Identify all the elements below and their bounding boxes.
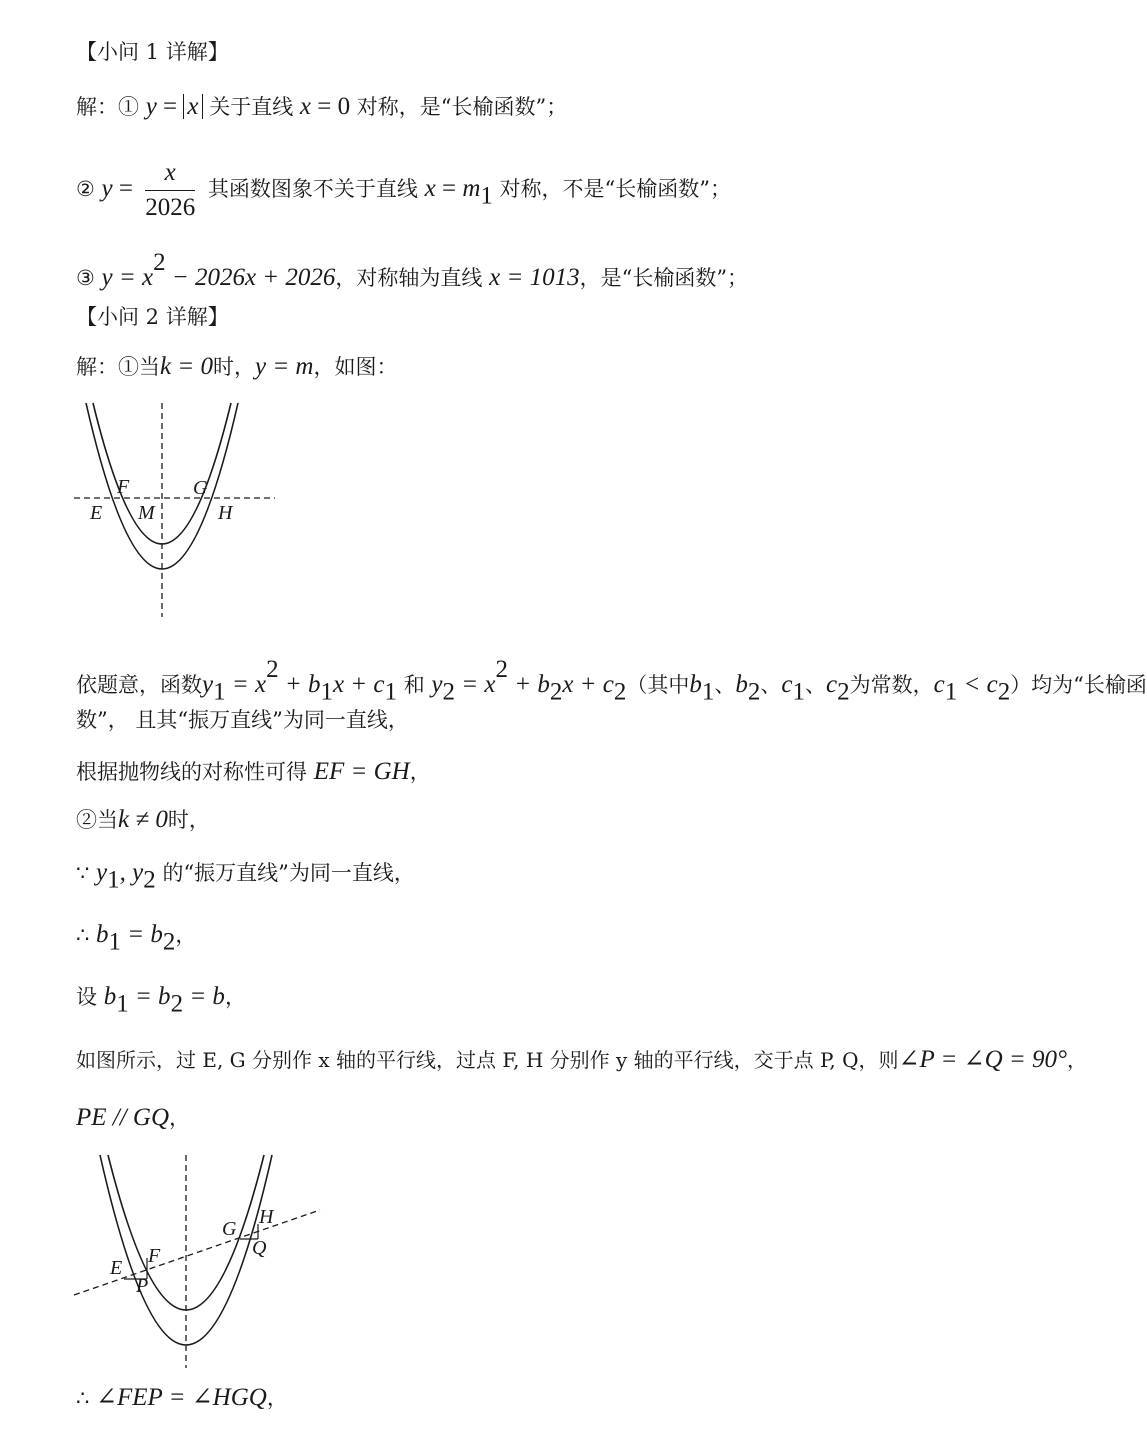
paragraph-1b: 数”， 且其“振万直线”为同一直线， [76,708,409,732]
symmetry-line: 根据抛物线的对称性可得 EF = GH， [76,758,431,785]
let-b-line: 设 $b_1 = b_2 = b$， [76,983,246,1018]
label-P: P [136,1275,149,1297]
case-2-line: ②当k ≠ 0时， [76,806,210,833]
part1-line-1: 解：① y = x 关于直线 x = 0 对称，是“长榆函数”； [76,93,568,120]
label-F: F [148,1245,161,1267]
label-M: M [138,502,155,524]
paragraph-1a: 依题意，函数$y_1 = x^2 + b_1x + c_1$ 和 $y_2 = x^2 + b_2x + c_2$（其中$b_1$、$b_2$、$c_1$、$c_2$为常数，$c_1 < c_2$）均为“长榆函 [76,656,1147,706]
oblique-line [74,1210,320,1295]
parallel-line: PE // GQ， [76,1104,191,1131]
label-F: F [117,476,130,498]
part1-line-2: ② y = $\frac{x}{2026}$ 其函数图象不关于直线 $x = m_1$ 对称，不是“长榆函数”； [76,159,732,221]
label-G: G [222,1218,237,1240]
label-H: H [218,502,233,524]
label-Q: Q [252,1237,267,1259]
because-line: ∵ $y_1$, $y_2$ 的“振万直线”为同一直线， [76,859,415,894]
figure-1-parabolas [70,395,285,620]
part1-line-3: ③ $y = x^2 - 2026x + 2026$，对称轴为直线 x = 1013，是“长榆函数”； [76,249,749,291]
construction-line: 如图所示，过 E, G 分别作 x 轴的平行线，过点 F, H 分别作 y 轴的平行线，交于点 P, Q，则∠P = ∠Q = 90°， [76,1046,1088,1073]
part2-line-1: 解：①当k = 0时，y = m，如图： [76,353,398,380]
label-E: E [90,502,103,524]
fraction: $\frac{x}{2026}$ [145,159,196,221]
part2-heading: 【小问 2 详解】 [76,305,229,329]
figure-2-parabolas [70,1150,330,1370]
label-G: G [193,477,208,499]
therefore-angle-line: ∴ ∠FEP = ∠HGQ， [76,1384,288,1411]
label-H: H [259,1206,274,1228]
part1-heading: 【小问 1 详解】 [76,40,229,64]
label-E: E [110,1257,123,1279]
therefore-b1-b2: ∴ $b_1 = b_2$， [76,921,197,956]
